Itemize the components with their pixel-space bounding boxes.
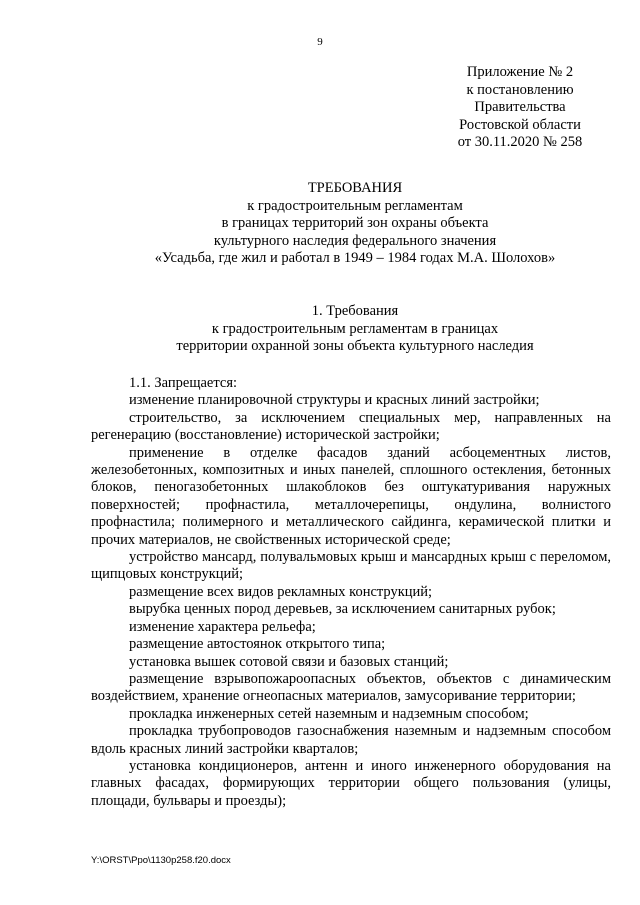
appendix-line: Приложение № 2 <box>466 64 574 80</box>
title-line: в границах территорий зон охраны объекта <box>221 215 489 232</box>
paragraph: установка вышек сотовой связи и базовых станций; <box>129 653 449 670</box>
appendix-line: Правительства <box>474 99 566 116</box>
title-line: «Усадьба, где жил и работал в 1949 – 1984 годах М.А. Шолохов» <box>154 250 556 267</box>
section-line: 1. Требования <box>311 303 399 319</box>
title-line: культурного наследия федерального значения <box>213 232 497 249</box>
document-title <box>0 180 640 268</box>
paragraph: размещение автостоянок открытого типа; <box>129 636 386 653</box>
title-line: к градостроительным регламентам <box>247 197 463 214</box>
paragraph: изменение характера рельефа; <box>129 618 316 635</box>
title-line: ТРЕБОВАНИЯ <box>307 180 403 196</box>
paragraph: размещение взрывопожароопасных объектов, объектов с динамическим воздействием, хранение огнеопасных материалов, замусоривание территории; <box>91 670 611 705</box>
paragraph: 1.1. Запрещается: <box>129 375 238 391</box>
paragraph: устройство мансард, полувальмовых крыш и мансардных крыш с переломом, щипцовых конструкций; <box>91 549 611 583</box>
paragraph: прокладка трубопроводов газоснабжения наземным и надземным способом вдоль красных линий застройки кварталов; <box>91 723 611 757</box>
paragraph: изменение планировочной структуры и красных линий застройки; <box>129 392 540 409</box>
appendix-line: к постановлению <box>466 81 574 98</box>
paragraph: строительство, за исключением специальных мер, направленных на регенерацию (восстановление) исторической застройки; <box>91 409 611 444</box>
section-line: к градостроительным регламентам в границах <box>211 320 499 337</box>
body-text <box>91 375 611 810</box>
paragraph: вырубка ценных пород деревьев, за исключением санитарных рубок; <box>129 601 556 618</box>
appendix-line: от 30.11.2020 № 258 <box>457 134 583 151</box>
section-heading <box>0 303 640 356</box>
appendix-header <box>420 64 620 152</box>
appendix-line: Ростовской области <box>459 116 581 133</box>
section-line: территории охранной зоны объекта культурного наследия <box>176 338 534 355</box>
paragraph: применение в отделке фасадов зданий асбоцементных листов, железобетонных, композитных и иных панелей, сплошного остекления, бетонных блоков, пеногазобетонных шлакоблоков без оштукатуривания наружных поверхностей; профнастила, металлочерепицы, ондулина, волнистого профнастила; полимерного и металлического сайдинга, керамической плитки и прочих материалов, не свойственных исторической среде; <box>91 444 611 548</box>
page-number: 9 <box>317 36 323 48</box>
paragraph: размещение всех видов рекламных конструкций; <box>129 583 433 600</box>
paragraph: установка кондиционеров, антенн и иного инженерного оборудования на главных фасадах, формирующих территории общего пользования (улицы, площади, бульвары и проезды); <box>91 757 611 809</box>
paragraph: прокладка инженерных сетей наземным и надземным способом; <box>129 705 529 722</box>
footer-file-path: Y:\ORST\Ppo\1130p258.f20.docx <box>91 855 231 866</box>
